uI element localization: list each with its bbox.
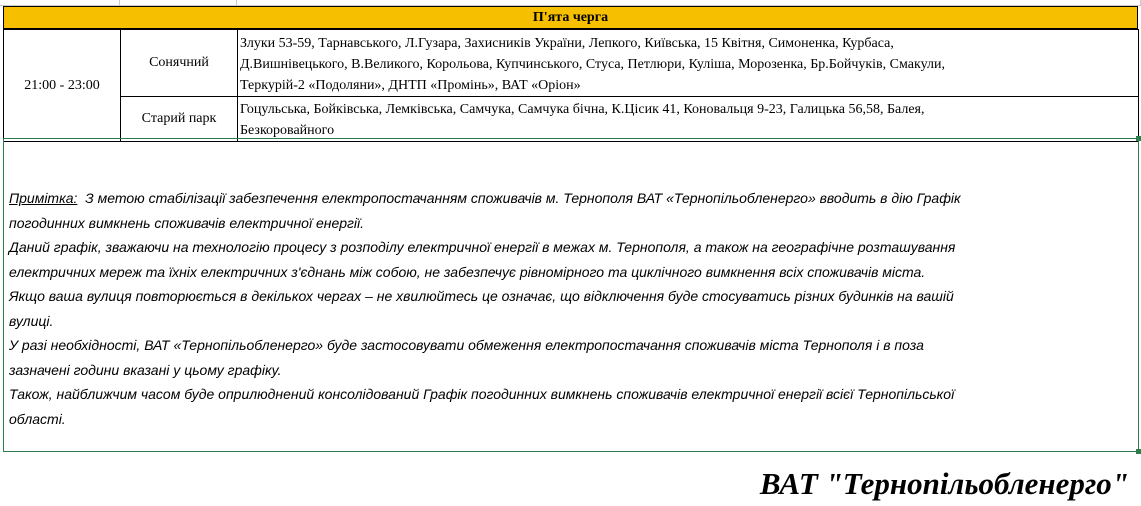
table-row	[4, 30, 1139, 97]
district-name: Сонячний	[149, 55, 209, 70]
resize-handle[interactable]	[1136, 136, 1141, 141]
queue-title: П'ята черга	[532, 10, 609, 25]
note-line: У разі необхідності, ВАТ «Тернопільобленерго» буде застосовувати обмеження електропостачання споживачів міста Тернополя і в поза	[9, 337, 924, 353]
note-line: Якщо ваша вулиця повторюється в декількох чергах – не хвилюйтесь це означає, що відключення буде стосуватись різних будинків на вашій	[9, 288, 954, 304]
resize-handle[interactable]	[1136, 449, 1141, 454]
streets-line: Безкоровайного	[240, 123, 335, 138]
streets-cell[interactable]	[238, 97, 1139, 142]
streets-line: Д.Вишнівецького, В.Великого, Корольова, Купчинського, Стуса, Петлюри, Куліша, Морозенка, Бр.Бойчуків, Смакули,	[240, 56, 945, 72]
note-text: З метою стабілізації забезпечення електропостачанням споживачів м. Тернополя ВАТ «Тернопільобленерго» вводить в дію Графік	[85, 190, 961, 206]
time-cell[interactable]	[4, 30, 121, 142]
streets-line: Гоцульська, Бойківська, Лемківська, Самчука, Самчука бічна, К.Цісик 41, Коновальця 9-23, Галицька 56,58, Балея,	[240, 102, 925, 117]
note-line: Даний графік, зважаючи на технологію процесу з розподілу електричної енергії в межах м. Тернополя, а також на географічне розташування	[9, 239, 956, 255]
note-line: зазначені години вказані у цьому графіку.	[9, 361, 282, 378]
note-label: Примітка:	[9, 190, 78, 206]
queue-header-cell[interactable]	[3, 6, 1138, 29]
streets-cell[interactable]	[238, 30, 1139, 97]
time-range: 21:00 - 23:00	[24, 77, 100, 93]
table-row	[4, 97, 1139, 142]
district-name: Старий парк	[141, 111, 217, 126]
note-line: Також, найближчим часом буде оприлюднений консолідований Графік погодинних вимкнень споживачів електричної енергії всієї Тернопільської	[9, 386, 955, 402]
company-signature: ВАТ "Тернопільобленерго"	[759, 466, 1129, 501]
note-line: області.	[9, 410, 66, 427]
streets-line: Злуки 53-59, Тарнавського, Л.Гузара, Захисників України, Лепкого, Київська, 15 Квітня, Симоненка, Курбаса,	[240, 35, 894, 51]
note-line: вулиці.	[9, 312, 54, 329]
streets-line: Теркурій-2 «Подоляни», ДНТП «Промінь», ВАТ «Оріон»	[240, 77, 581, 93]
note-line: електричних мереж та їхніх електричних з'єднань між собою, не забезпечує рівномірного та циклічного вимкнення всіх споживачів міста.	[9, 263, 926, 280]
district-cell[interactable]	[121, 30, 238, 97]
note-line: погодинних вимкнень споживачів електричної енергії.	[9, 214, 365, 231]
district-cell[interactable]	[121, 97, 238, 142]
schedule-table	[3, 29, 1139, 142]
note-textbox[interactable]	[3, 138, 1139, 452]
note-line	[9, 186, 1130, 211]
